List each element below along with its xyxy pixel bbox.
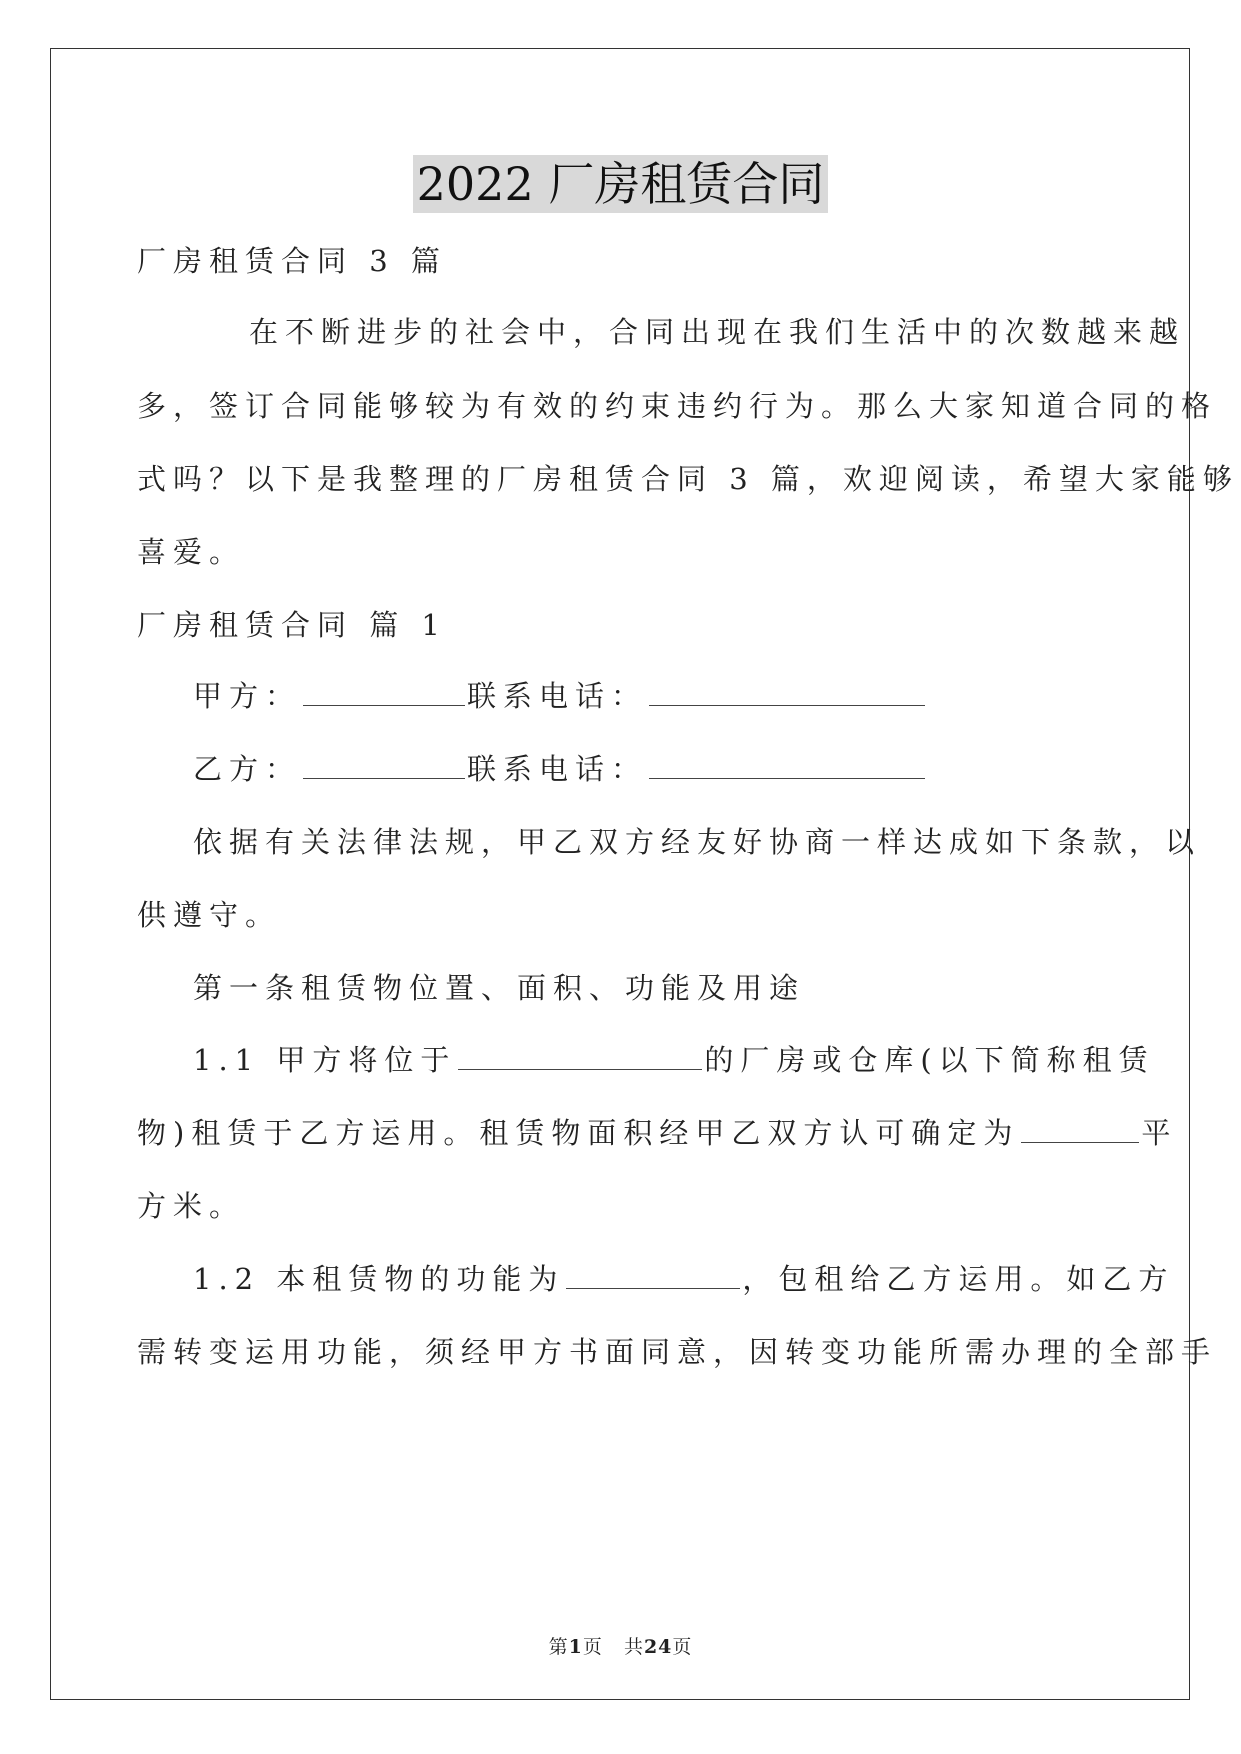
function-blank [566, 1260, 740, 1289]
clause-1-1-line-1 [193, 1040, 1155, 1080]
clause-1-1-part-2: 的厂房或仓库(以下简称租赁 [704, 1043, 1155, 1077]
clause-1-2-line-2: 需转变运用功能，须经甲方书面同意，因转变功能所需办理的全部手 [137, 1335, 1218, 1369]
intro-line-4: 喜爱。 [137, 535, 246, 569]
current-page-number: 1 [568, 1636, 583, 1658]
subtitle: 厂房租赁合同 3 篇 [137, 244, 447, 278]
party-b-name-blank [303, 750, 465, 779]
preamble-line-2: 供遵守。 [137, 898, 282, 932]
clause-1-2-part-2: ，包租给乙方运用。如乙方 [742, 1262, 1175, 1296]
clause-1-1-line-2-part-2: 平 [1141, 1116, 1178, 1150]
location-blank [458, 1041, 702, 1070]
party-b-label: 乙方： [193, 752, 302, 786]
clause-1-1-line-3: 方米。 [137, 1189, 246, 1223]
intro-line-3: 式吗？以下是我整理的厂房租赁合同 3 篇，欢迎阅读，希望大家能够 [137, 462, 1239, 496]
clause-1-1-part-1: 1.1 甲方将位于 [193, 1043, 457, 1077]
intro-line-1: 在不断进步的社会中，合同出现在我们生活中的次数越来越 [249, 315, 1186, 349]
party-b-phone-blank [649, 750, 925, 779]
page-border [50, 48, 1190, 1700]
party-b-line [193, 749, 927, 789]
party-a-line [193, 676, 927, 716]
intro-line-2: 多，签订合同能够较为有效的约束违约行为。那么大家知道合同的格 [137, 389, 1218, 423]
footer-suffix: 页 [672, 1636, 693, 1658]
footer-mid: 页 共 [582, 1636, 644, 1658]
clause-1-2-part-1: 1.2 本租赁物的功能为 [193, 1262, 565, 1296]
party-b-phone-label: 联系电话： [467, 752, 648, 786]
section-heading: 厂房租赁合同 篇 1 [137, 608, 447, 642]
party-a-name-blank [303, 677, 465, 706]
total-pages: 24 [643, 1636, 673, 1658]
clause-1-1-line-2-part-1: 物)租赁于乙方运用。租赁物面积经甲乙双方认可确定为 [137, 1116, 1020, 1150]
area-blank [1021, 1114, 1139, 1143]
clause-1-1-line-2 [137, 1113, 1177, 1153]
party-a-phone-blank [649, 677, 925, 706]
party-a-phone-label: 联系电话： [467, 679, 648, 713]
article-1-heading: 第一条租赁物位置、面积、功能及用途 [193, 971, 806, 1005]
document-title: 2022 厂房租赁合同 [413, 155, 829, 213]
footer-prefix: 第 [548, 1636, 569, 1658]
page-footer [0, 1632, 1241, 1659]
title-container [0, 155, 1241, 213]
clause-1-2-line-1 [193, 1259, 1174, 1299]
party-a-label: 甲方： [193, 679, 302, 713]
preamble-line-1: 依据有关法律法规，甲乙双方经友好协商一样达成如下条款，以 [193, 825, 1202, 859]
